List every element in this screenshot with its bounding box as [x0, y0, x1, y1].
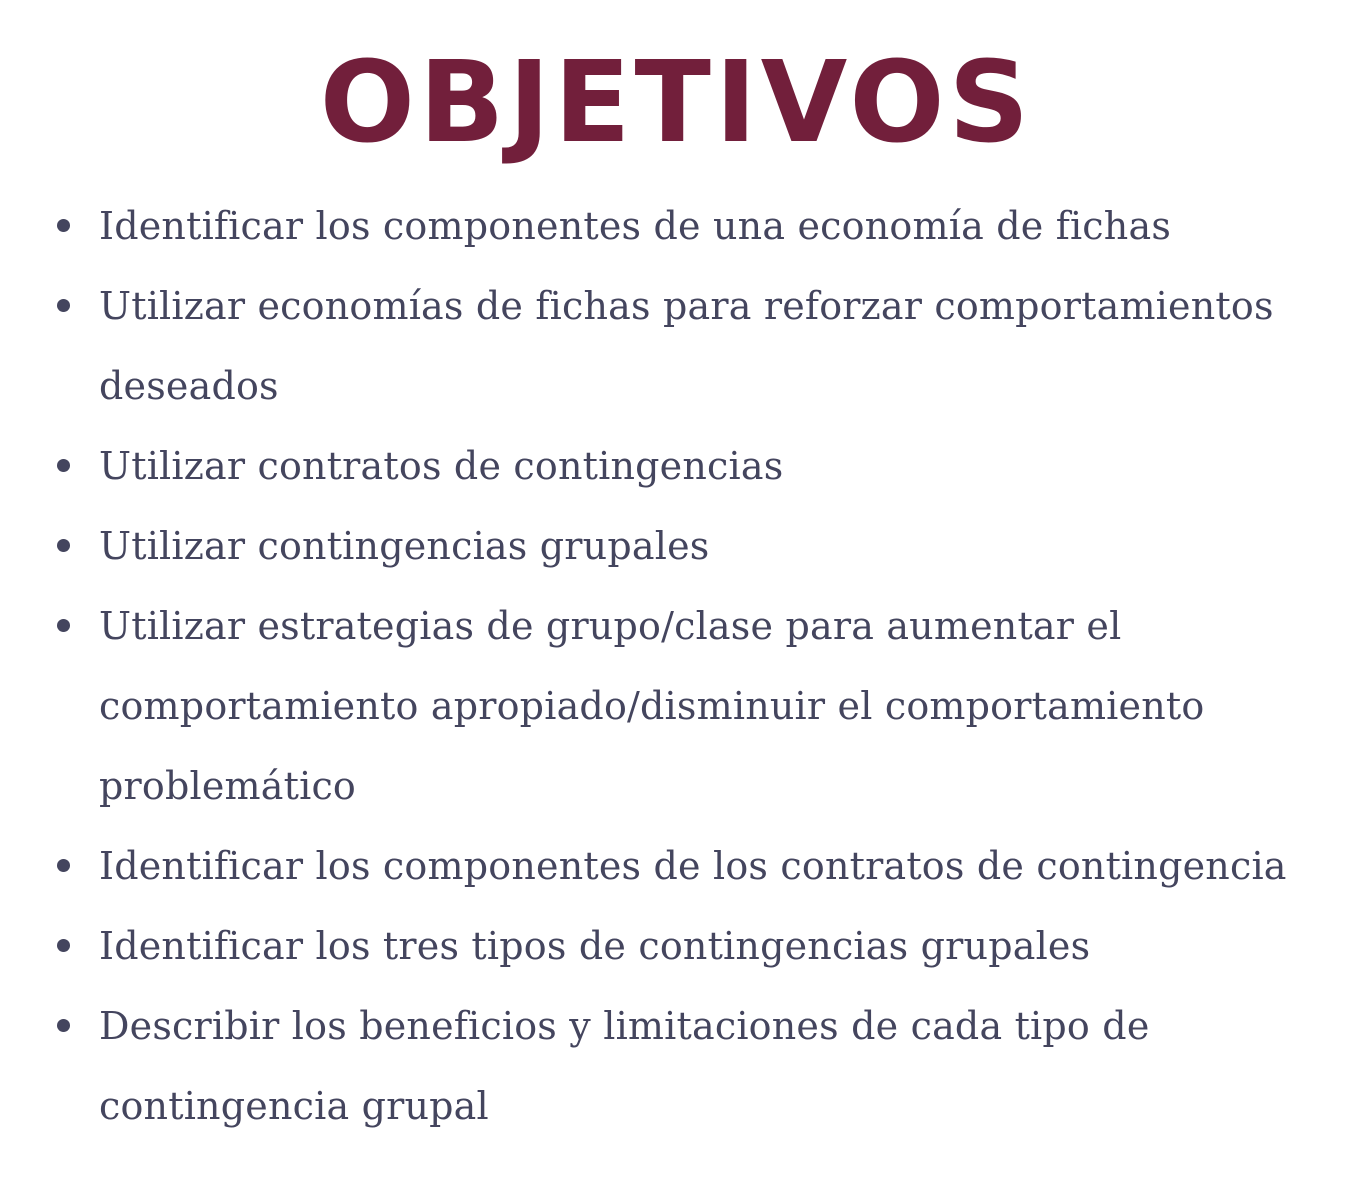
list-item-text: Identificar los tres tipos de contingencias grupales [99, 924, 1091, 968]
list-item-text: Identificar los componentes de los contratos de contingencia [99, 844, 1287, 888]
bullet-icon [57, 219, 70, 232]
list-item [0, 266, 1300, 426]
list-item [0, 906, 1300, 986]
list-item-text: Utilizar contratos de contingencias [99, 444, 784, 488]
list-item-text: Identificar los componentes de una economía de fichas [99, 204, 1172, 248]
bullet-icon [57, 859, 70, 872]
bullet-icon [57, 299, 70, 312]
list-item [0, 506, 1300, 586]
page-title: OBJETIVOS [319, 38, 1034, 168]
bullet-icon [57, 619, 70, 632]
list-item-text: Utilizar contingencias grupales [99, 524, 710, 568]
list-item [0, 426, 1300, 506]
objectives-list [0, 186, 1300, 1146]
list-item [0, 586, 1300, 826]
list-item-text: Describir los beneficios y limitaciones de cada tipo de contingencia grupal [99, 1004, 1150, 1128]
bullet-icon [57, 1019, 70, 1032]
list-item-text: Utilizar economías de fichas para reforzar comportamientos deseados [99, 284, 1274, 408]
list-item-text: Utilizar estrategias de grupo/clase para aumentar el comportamiento apropiado/disminuir el comportamiento problemático [99, 604, 1205, 808]
list-item [0, 986, 1300, 1146]
bullet-icon [57, 539, 70, 552]
bullet-icon [57, 459, 70, 472]
list-item [0, 186, 1300, 266]
bullet-icon [57, 939, 70, 952]
list-item [0, 826, 1300, 906]
